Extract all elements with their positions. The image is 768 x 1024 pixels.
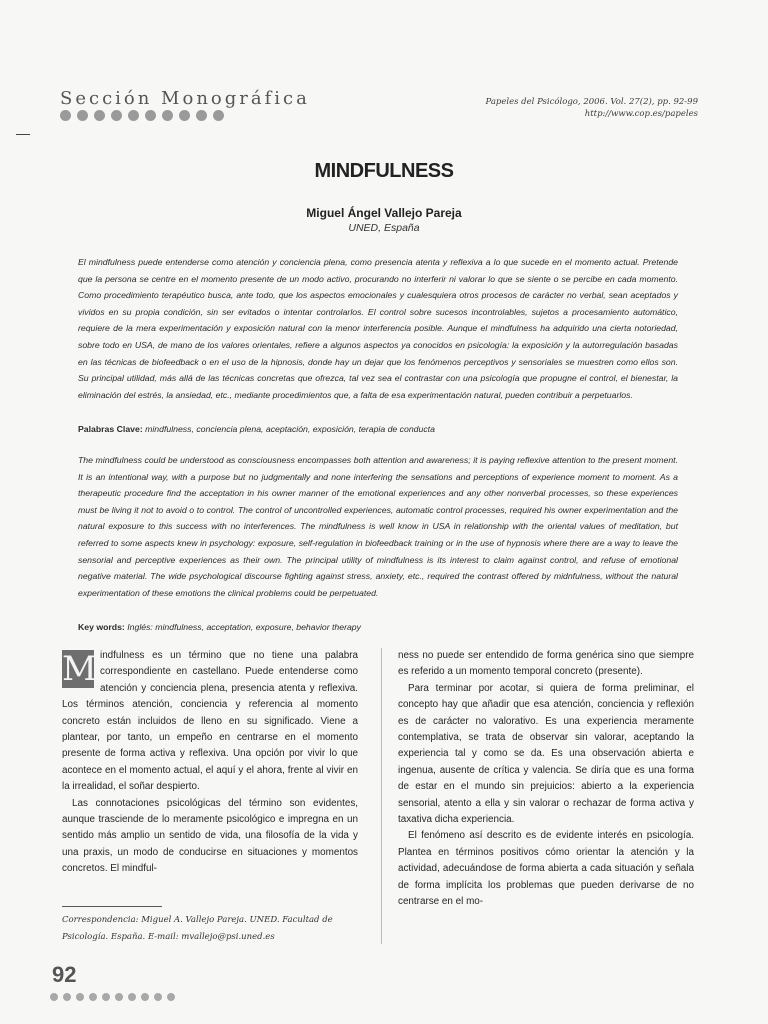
dot bbox=[111, 110, 122, 121]
citation-url: http://www.cop.es/papeles bbox=[584, 109, 698, 119]
dot bbox=[102, 993, 110, 1001]
dot bbox=[128, 110, 139, 121]
body-column-right bbox=[398, 648, 694, 911]
citation-reference: Papeles del Psicólogo, 2006. Vol. 27(2), pp. 92-99 bbox=[485, 97, 698, 107]
dot bbox=[63, 993, 71, 1001]
keywords-english bbox=[78, 622, 678, 632]
article-title: MINDFULNESS bbox=[314, 160, 454, 182]
body-paragraph: Las connotaciones psicológicas del término son evidentes, aunque trasciende de lo meramente psicológico e impregna en un sentido más amplio un sentido de vida, una filosofía de la vida y una praxis, un modo de conducirse en situaciones y momentos concretos. El mindful- bbox=[62, 797, 358, 875]
keywords-value: mindfulness, conciencia plena, aceptación, exposición, terapia de conducta bbox=[145, 424, 435, 434]
dot bbox=[89, 993, 97, 1001]
margin-mark bbox=[16, 134, 30, 135]
keywords-label: Key words: bbox=[78, 622, 125, 632]
dot bbox=[154, 993, 162, 1001]
dot bbox=[128, 993, 136, 1001]
dot bbox=[162, 110, 173, 121]
body-paragraph: Para terminar por acotar, si quiera de forma preliminar, el concepto hay que añadir que esa atención, conciencia y reflexión es de carácter no valorativo. Es una experiencia meramente contemplativa, se trata de observar sin valorar, aceptando la experiencia tal y como se da. Es una observación abierta e ingenua, ausente de crítica y valencia. Se diría que es una forma de estar en el mundo sin prejuicios: abierto a la experiencia sensorial, atento a ella y sin valorar o rechazar de forma activa y taxativa dicha experiencia. bbox=[398, 682, 694, 826]
column-divider bbox=[381, 648, 382, 944]
dot bbox=[167, 993, 175, 1001]
drop-cap: M bbox=[62, 649, 97, 689]
body-column-left bbox=[62, 648, 358, 878]
article-author: Miguel Ángel Vallejo Pareja bbox=[306, 206, 462, 220]
page-number: 92 bbox=[52, 962, 77, 987]
correspondence-footnote: Correspondencia: Miguel A. Vallejo Pareja. UNED. Facultad de Psicología. España. E-mail: mvallejo@psi.uned.es bbox=[62, 915, 333, 942]
dot bbox=[60, 110, 71, 121]
dot bbox=[213, 110, 224, 121]
dot bbox=[179, 110, 190, 121]
dot bbox=[77, 110, 88, 121]
dot bbox=[94, 110, 105, 121]
dot bbox=[50, 993, 58, 1001]
section-dots-decoration bbox=[60, 110, 224, 121]
section-title: Sección Monográfica bbox=[60, 88, 310, 109]
journal-citation bbox=[485, 96, 698, 120]
abstract-spanish: El mindfulness puede entenderse como atención y conciencia plena, como presencia atenta y reflexiva a lo que sucede en el momento actual. Pretende que la persona se centre en el momento presente de un modo activo, procurando no interferir ni valorar lo que se siente o se percibe en cada momento. Como procedimiento terapéutico busca, ante todo, que los aspectos emocionales y cualesquiera otros procesos de carácter no verbal, sean aceptados y vividos en su propia condición, sin ser evitados o intentar controlarlos. El control sobre sucesos incontrolables, sujetos a procesamiento automático, requiere de la mera experimentación y exposición natural con la menor interferencia posible. Aunque el mindfulness ha adquirido una cierta notoriedad, sobre todo en USA, de mano de los valores orientales, refiere a algunos aspectos ya conocidos en psicología: la exposición y la autorregulación basadas en las técnicas de biofeedback o en el uso de la hipnosis, donde hay un dejar que los fenómenos perceptivos y sensoriales se muestren como ellos son. Su principal utilidad, más allá de las técnicas concretas que ofrezca, tal vez sea el contrastar con una psicología que propugne el control, el bienestar, la eliminación del estrés, la ansiedad, etc., mediante procedimientos que, a falta de esa experimentación natural, pueden contribuir a perpetuarlos. bbox=[78, 257, 678, 400]
dot bbox=[145, 110, 156, 121]
author-affiliation: UNED, España bbox=[348, 222, 420, 234]
abstract-english: The mindfulness could be understood as consciousness encompasses both attention and awareness; it is paying reflexive attention to the present moment. It is an intentional way, with a purpose but no judgmentally and none interfering the sensations and perceptions of experience moment to moment. As a therapeutic procedure find the acceptation in his owner manner of the emotional experiences and any other nonverbal processes, so these experiences must be living it not to avoid o to control. The control of uncontrolled experiences, automatic control processes, required his owner experimentation and the natural exposure to this success with no interferences. The mindfulness is well know in USA in relationship with the oriental values of meditation, but referred to some aspects knew in psychology: exposure, self-regulation in biofeedback training or in the use of hypnosis where there are a way to leave the sensorial and perceptive experiences as their own. The principal utility of mindfulness is its interest to claim against control, and refuse of emotional negative material. The wide psychological discourse fighting against stress, anxiety, etc., required the contrast offered by midnfulness, without the natural experimentation of these emotions the clinical problems could be perpetuated. bbox=[78, 455, 678, 598]
body-paragraph: ness no puede ser entendido de forma genérica sino que siempre es referido a un momento temporal concreto (presente). bbox=[398, 650, 694, 678]
keywords-spanish bbox=[78, 424, 678, 434]
dot bbox=[115, 993, 123, 1001]
keywords-value: Inglés: mindfulness, acceptation, exposure, behavior therapy bbox=[127, 622, 361, 632]
dot bbox=[196, 110, 207, 121]
keywords-label: Palabras Clave: bbox=[78, 424, 143, 434]
dot bbox=[76, 993, 84, 1001]
dot bbox=[141, 993, 149, 1001]
paragraph-text: indfulness es un término que no tiene una palabra correspondiente en castellano. Puede entenderse como atención y conciencia plena, presencia atenta y reflexiva. Los términos atención, conciencia y referencia al momento concreto están incluidos de lleno en su significado. Viene a plantear, por tanto, un empeño en centrarse en el momento presente de forma activa y reflexiva. Una opción por vivir lo que acontece en el momento actual, el aquí y el ahora, frente al vivir en la irrealidad, el soñar despierto. bbox=[62, 650, 358, 793]
body-paragraph bbox=[62, 648, 358, 796]
footer-dots-decoration bbox=[50, 993, 175, 1001]
footnote-rule bbox=[62, 906, 162, 907]
body-paragraph: El fenómeno así descrito es de evidente interés en psicología. Plantea en términos positivos cómo orientar la atención y la actividad, adecuándose de forma abierta a cada situación y señala de forma implícita los problemas que pueden derivarse de no centrarse en el mo- bbox=[398, 830, 694, 908]
